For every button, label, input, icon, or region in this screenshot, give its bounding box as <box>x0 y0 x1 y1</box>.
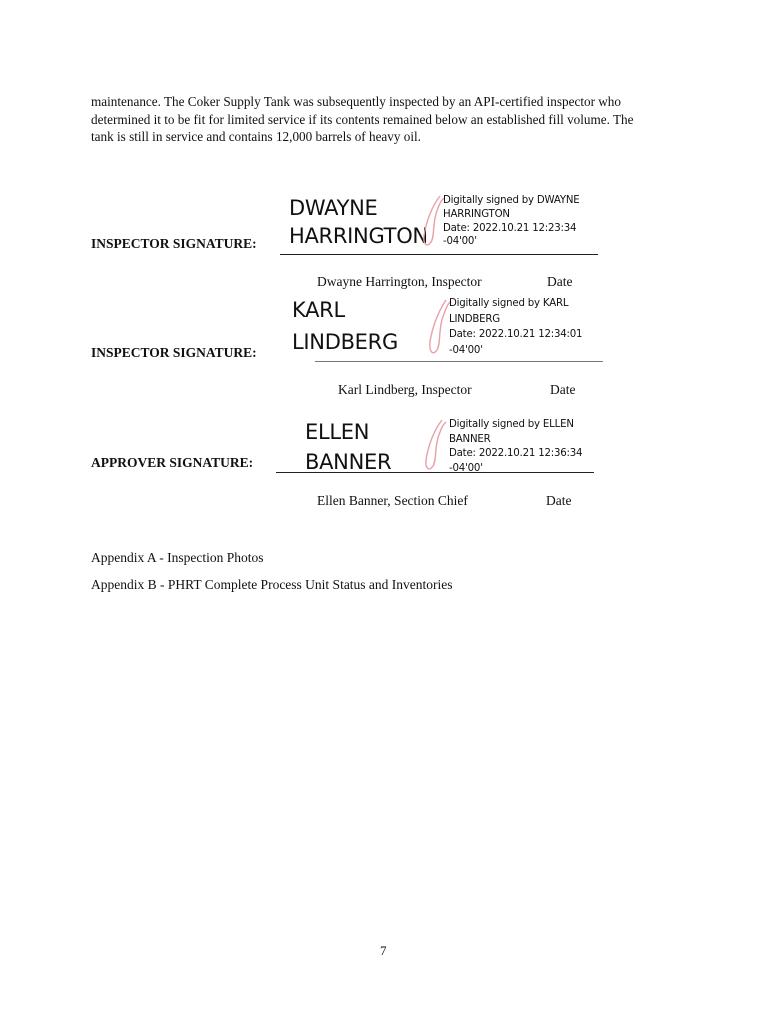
signer-printed-name: Ellen Banner, Section Chief <box>317 493 468 508</box>
date-caption: Date <box>547 274 573 289</box>
digital-signature-details: Digitally signed by KARL LINDBERG Date: 2022.10.21 12:34:01 -04'00' <box>449 298 583 356</box>
digital-signature-details: Digitally signed by ELLEN BANNER Date: 2022.10.21 12:36:34 -04'00' <box>449 419 583 474</box>
digital-signature-details: Digitally signed by DWAYNE HARRINGTON Date: 2022.10.21 12:23:34 -04'00' <box>443 195 580 248</box>
body-paragraph <box>91 93 691 146</box>
signer-printed-name: Karl Lindberg, Inspector <box>338 382 472 397</box>
paragraph-line: tank is still in service and contains 12,000 barrels of heavy oil. <box>91 129 421 144</box>
signature-label: APPROVER SIGNATURE: <box>91 455 254 470</box>
paragraph-line: determined it to be fit for limited service if its contents remained below an established fill volume. The <box>91 111 634 127</box>
digital-signature-name[interactable]: ELLEN BANNER <box>305 420 392 474</box>
page-number: 7 <box>380 943 387 958</box>
date-caption: Date <box>546 493 572 508</box>
appendix-a-item: Appendix A - Inspection Photos <box>91 550 264 565</box>
signature-line <box>280 254 598 255</box>
date-caption: Date <box>550 382 576 397</box>
paragraph-line: maintenance. The Coker Supply Tank was subsequently inspected by an API-certified inspector who <box>91 94 621 109</box>
digital-signature-name[interactable]: KARL LINDBERG <box>292 298 398 354</box>
appendix-b-item: Appendix B - PHRT Complete Process Unit Status and Inventories <box>91 577 453 592</box>
signature-label: INSPECTOR SIGNATURE: <box>91 345 257 360</box>
digital-signature-name[interactable]: DWAYNE HARRINGTON <box>289 196 428 248</box>
signer-printed-name: Dwayne Harrington, Inspector <box>317 274 482 289</box>
signature-label: INSPECTOR SIGNATURE: <box>91 236 257 251</box>
signature-mark-icon <box>420 416 450 476</box>
signature-line <box>315 361 603 362</box>
